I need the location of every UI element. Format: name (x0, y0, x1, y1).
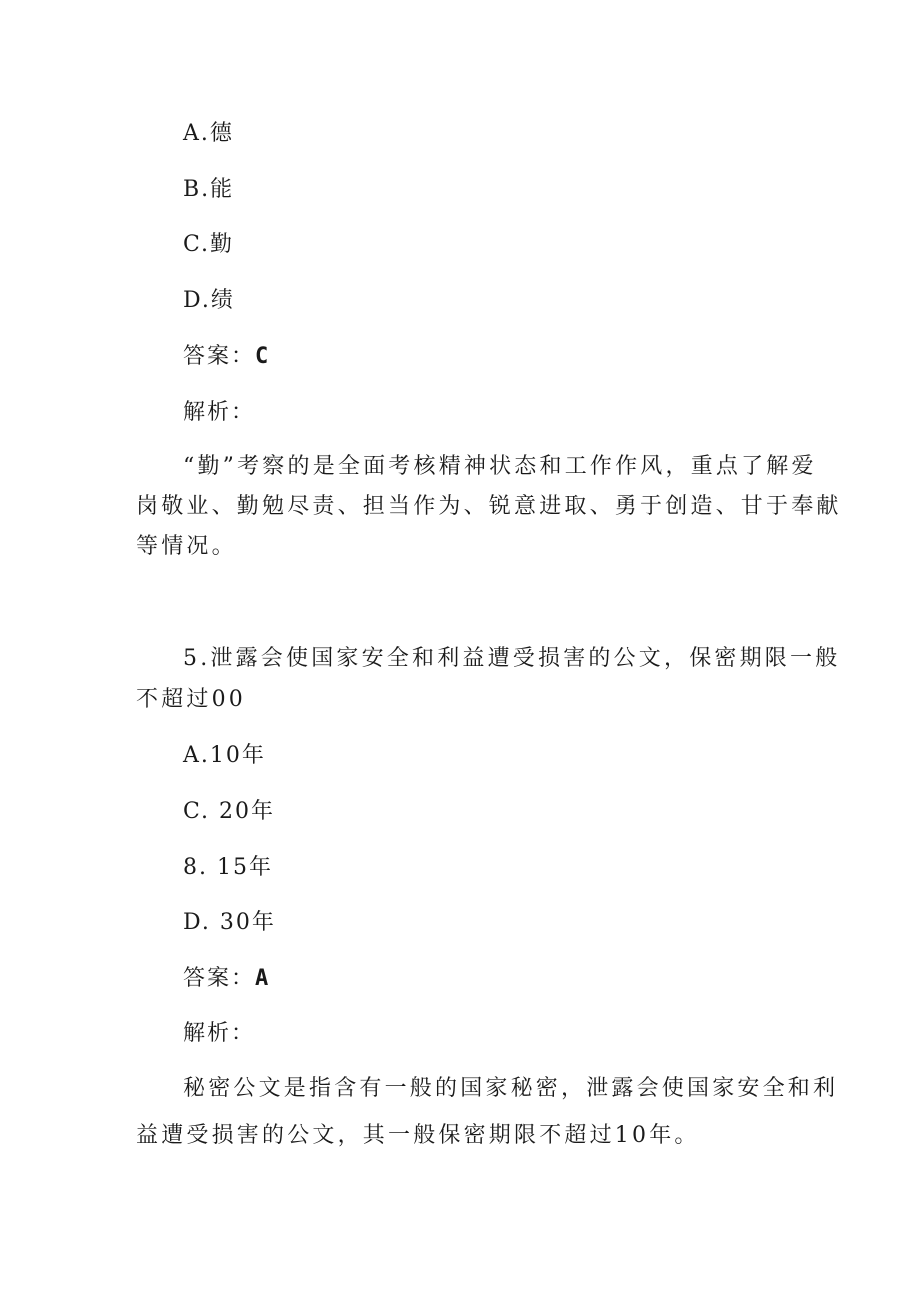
option-b: B.能 (183, 177, 235, 202)
analysis-label: 解析： (183, 1021, 256, 1046)
option-b: 8. 15年 (183, 855, 273, 880)
answer-label: 答案： (183, 344, 256, 369)
analysis-line-3: 等情况。 (136, 534, 237, 559)
analysis-line-2: 益遭受损害的公文，其一般保密期限不超过10年。 (136, 1123, 700, 1148)
option-a: A.10年 (183, 743, 266, 768)
question-5-line-1: 5.泄露会使国家安全和利益遭受损害的公文，保密期限一般 (183, 646, 841, 671)
option-a: A.德 (183, 121, 234, 146)
answer-row (183, 966, 270, 992)
analysis-line-1: “勤”考察的是全面考核精神状态和工作作风，重点了解爱 (183, 454, 817, 479)
answer-row (183, 344, 270, 370)
option-c: C.勤 (183, 232, 235, 257)
option-c: C. 20年 (183, 799, 276, 824)
question-5-line-2: 不超过00 (136, 687, 246, 712)
answer-value: A (255, 966, 271, 991)
answer-value: C (255, 344, 271, 369)
analysis-line-1: 秘密公文是指含有一般的国家秘密，泄露会使国家安全和利 (183, 1076, 839, 1101)
answer-label: 答案： (183, 966, 256, 991)
option-d: D.绩 (183, 288, 235, 313)
analysis-line-2: 岗敬业、勤勉尽责、担当作为、锐意进取、勇于创造、甘于奉献 (136, 494, 842, 519)
option-d: D. 30年 (183, 910, 276, 935)
analysis-label: 解析： (183, 400, 256, 425)
